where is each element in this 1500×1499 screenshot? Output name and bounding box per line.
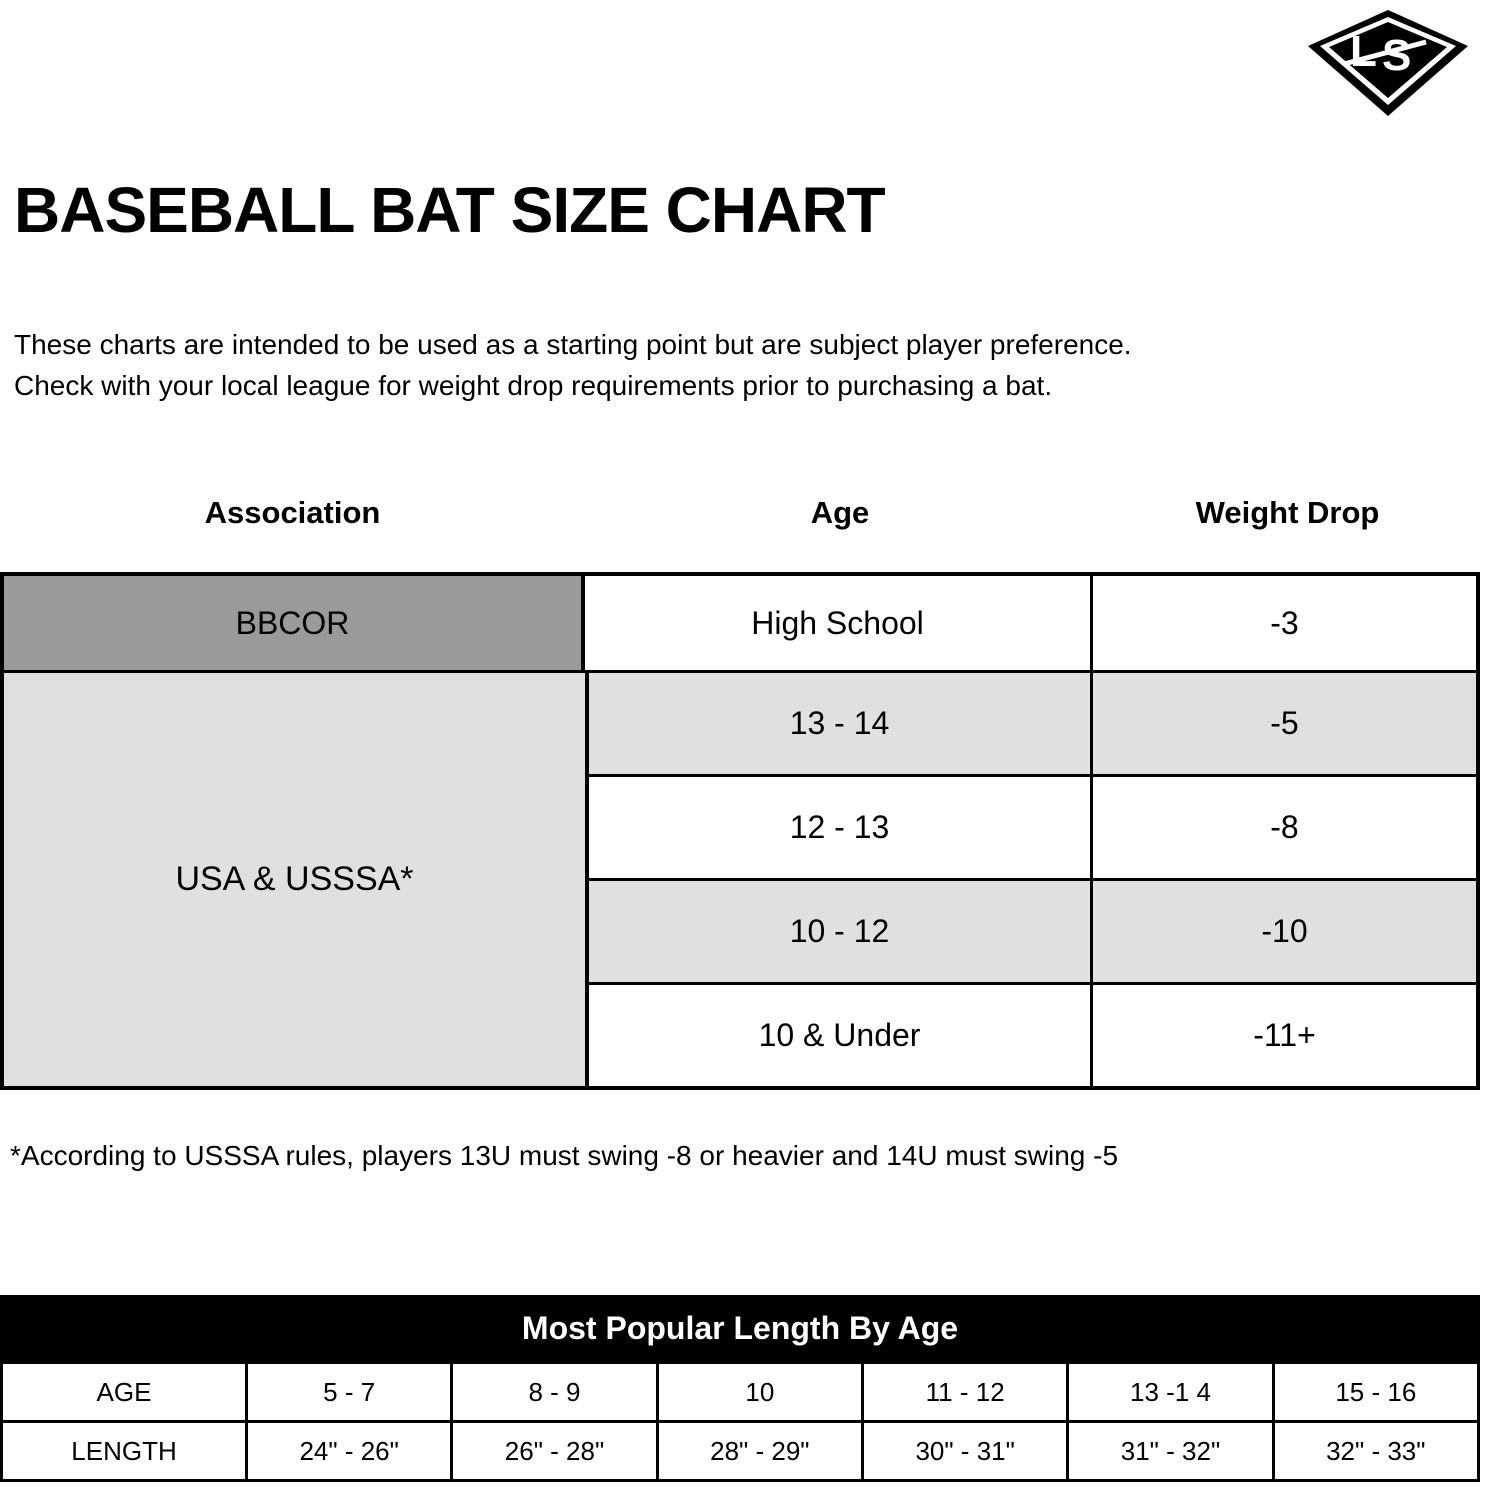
table-row <box>589 985 1476 1086</box>
cell-age: 13 - 14 <box>589 673 1093 774</box>
cell-weight-drop: -10 <box>1093 881 1476 982</box>
cell-weight-drop-bbcor: -3 <box>1270 604 1299 641</box>
column-header-weight-drop: Weight Drop <box>1195 495 1380 530</box>
cell-weight-drop: -8 <box>1270 809 1299 845</box>
cell-age: 10 - 12 <box>589 881 1093 982</box>
cell-age: 11 - 12 <box>864 1364 1069 1420</box>
cell-association-usa-usssa: USA & USSSA* <box>4 673 589 1086</box>
cell-length: 26" - 28" <box>453 1423 658 1479</box>
svg-text:L: L <box>1350 27 1377 76</box>
cell-age: 10 <box>659 1364 864 1420</box>
svg-text:S: S <box>1382 31 1412 80</box>
cell-length: 30" - 31" <box>864 1423 1069 1479</box>
column-header-age: Age <box>810 495 870 530</box>
cell-age: 13 -1 4 <box>1069 1364 1274 1420</box>
cell-length: 32" - 33" <box>1326 1435 1426 1466</box>
cell-age-bbcor: High School <box>585 576 1093 670</box>
table-row <box>589 881 1476 985</box>
intro-line-2: Check with your local league for weight drop requirements prior to purchasing a bat. <box>14 369 1053 401</box>
cell-length: 31" - 32" <box>1069 1423 1274 1479</box>
table-row <box>589 777 1476 881</box>
cell-age: 10 & Under <box>589 985 1093 1086</box>
intro-text <box>14 325 1414 406</box>
intro-line-1: These charts are intended to be used as a starting point but are subject player preference. <box>14 329 1132 360</box>
cell-weight-drop: -11+ <box>1253 1017 1316 1053</box>
cell-length: 28" - 29" <box>659 1423 864 1479</box>
cell-age: 5 - 7 <box>248 1364 453 1420</box>
main-table <box>0 572 1480 1090</box>
popular-length-table <box>0 1295 1480 1482</box>
table-row-age <box>3 1361 1477 1420</box>
cell-age: 15 - 16 <box>1335 1376 1417 1407</box>
column-header-association: Association <box>204 495 381 530</box>
popular-length-table-title: Most Popular Length By Age <box>3 1298 1477 1361</box>
row-label-length: LENGTH <box>3 1423 248 1479</box>
cell-association-bbcor: BBCOR <box>4 576 585 670</box>
table-row <box>589 673 1476 777</box>
footnote-text: *According to USSSA rules, players 13U must swing -8 or heavier and 14U must swing -5 <box>10 1140 1119 1171</box>
page-title: BASEBALL BAT SIZE CHART <box>14 174 885 246</box>
table-row-bbcor <box>4 576 1476 673</box>
cell-age: 12 - 13 <box>589 777 1093 878</box>
main-table-header <box>0 495 1480 531</box>
cell-weight-drop: -5 <box>1093 673 1476 774</box>
table-row-length <box>3 1420 1477 1479</box>
cell-length: 24" - 26" <box>248 1423 453 1479</box>
table-group-usa-usssa <box>4 673 1476 1086</box>
cell-age: 8 - 9 <box>453 1364 658 1420</box>
row-label-age: AGE <box>3 1364 248 1420</box>
louisville-slugger-logo <box>1298 4 1478 124</box>
